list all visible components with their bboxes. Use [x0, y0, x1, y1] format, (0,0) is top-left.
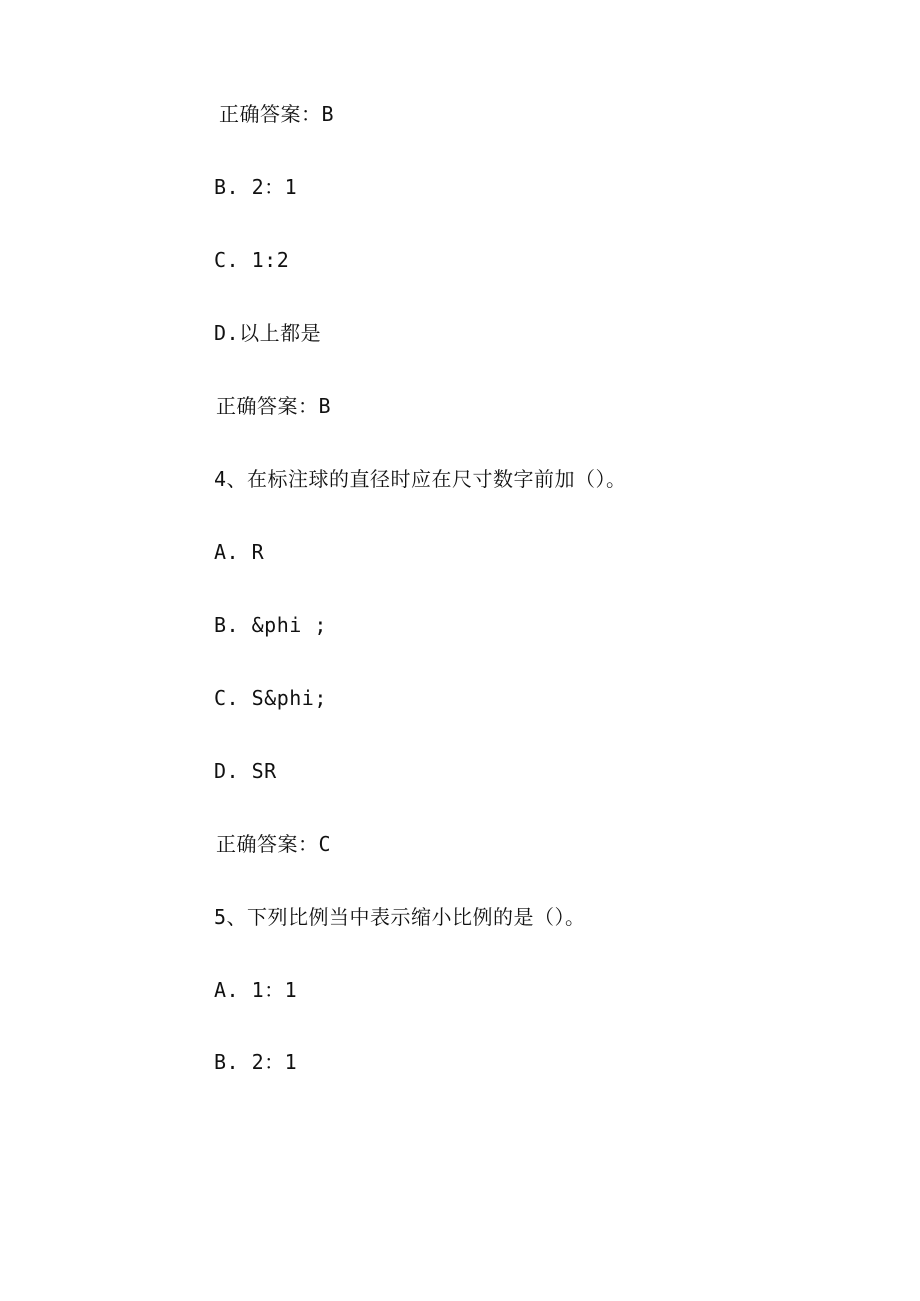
option-line: A. 1：1	[214, 978, 298, 1002]
option-line: D.以上都是	[214, 321, 322, 345]
answer-line: 正确答案：B	[219, 102, 335, 126]
option-line: B. 2：1	[214, 1050, 298, 1074]
option-line: B. 2：1	[214, 175, 298, 199]
option-line: C. S&phi;	[214, 686, 327, 710]
option-line: B. &phi ;	[214, 613, 327, 637]
answer-line: 正确答案：B	[216, 394, 332, 418]
option-line: D. SR	[214, 759, 277, 783]
answer-line: 正确答案：C	[216, 832, 332, 856]
option-line: A. R	[214, 540, 265, 564]
question-line: 5、下列比例当中表示缩小比例的是（）。	[214, 905, 586, 929]
question-line: 4、在标注球的直径时应在尺寸数字前加（）。	[214, 467, 627, 491]
option-line: C. 1:2	[214, 248, 290, 272]
